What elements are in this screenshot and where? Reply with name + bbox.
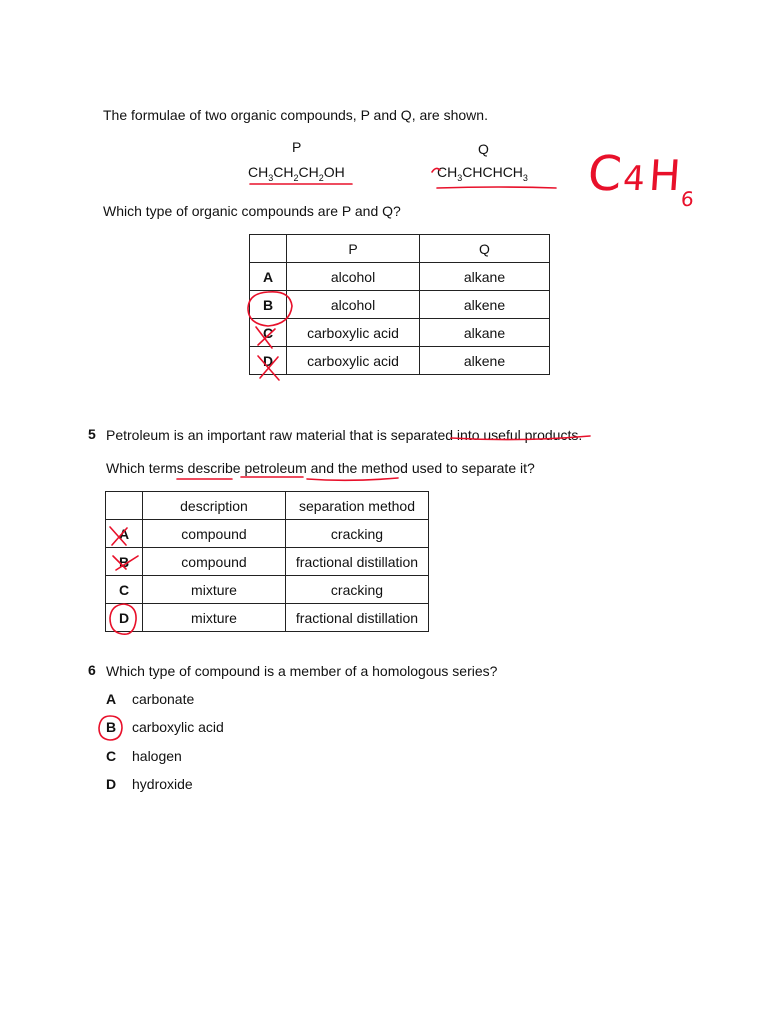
- table-row: [106, 548, 429, 576]
- table-cell: alkane: [420, 319, 550, 347]
- q6-option-b[interactable]: [106, 719, 224, 735]
- option-key[interactable]: D: [106, 604, 143, 632]
- option-key[interactable]: B: [106, 548, 143, 576]
- table-cell: fractional distillation: [286, 604, 429, 632]
- option-key: B: [106, 719, 117, 735]
- q6-option-c[interactable]: [106, 748, 182, 764]
- q5-stem: Petroleum is an important raw material that is separated into useful products.: [106, 427, 583, 443]
- table-header-cell: Q: [420, 235, 550, 263]
- q5-answer-table: [105, 491, 429, 632]
- table-cell: cracking: [286, 576, 429, 604]
- table-row: [106, 520, 429, 548]
- table-cell: compound: [143, 520, 286, 548]
- q5-question: Which terms describe petroleum and the method used to separate it?: [106, 460, 535, 476]
- option-key[interactable]: A: [106, 520, 143, 548]
- q6-option-a[interactable]: [106, 691, 194, 707]
- table-header-row: [106, 492, 429, 520]
- option-text: halogen: [132, 748, 182, 764]
- q4-answer-table: [249, 234, 550, 375]
- table-row: [250, 319, 550, 347]
- table-cell: alkene: [420, 291, 550, 319]
- table-cell: compound: [143, 548, 286, 576]
- table-row: [250, 347, 550, 375]
- table-cell: alkene: [420, 347, 550, 375]
- option-text: carbonate: [132, 691, 195, 707]
- table-cell: carboxylic acid: [287, 319, 420, 347]
- option-key[interactable]: B: [250, 291, 287, 319]
- q6-number: 6: [88, 662, 96, 678]
- option-key[interactable]: C: [250, 319, 287, 347]
- table-cell: carboxylic acid: [287, 347, 420, 375]
- table-cell: alcohol: [287, 263, 420, 291]
- q4-label-q: Q: [478, 141, 489, 157]
- option-key: C: [106, 748, 117, 764]
- option-key[interactable]: A: [250, 263, 287, 291]
- q4-stem: The formulae of two organic compounds, P and Q, are shown.: [103, 107, 488, 123]
- table-cell: fractional distillation: [286, 548, 429, 576]
- option-text: hydroxide: [132, 776, 193, 792]
- option-text: carboxylic acid: [132, 719, 224, 735]
- underline-mark: [307, 478, 398, 480]
- underline-mark: [437, 187, 556, 188]
- q4-label-p: P: [292, 139, 302, 155]
- formula-p: $CH_3CH_2CH_2OH$: [248, 164, 345, 183]
- q5-number: 5: [88, 426, 96, 442]
- option-key: A: [106, 691, 117, 707]
- table-header-cell: separation method: [286, 492, 429, 520]
- q6-option-d[interactable]: [106, 776, 193, 792]
- q6-question: Which type of compound is a member of a homologous series?: [106, 663, 498, 679]
- formula-q: $CH_3CHCHCH_3$: [437, 164, 528, 183]
- option-key: D: [106, 776, 117, 792]
- option-key[interactable]: D: [250, 347, 287, 375]
- table-header-cell: [106, 492, 143, 520]
- table-row: [250, 263, 550, 291]
- table-cell: cracking: [286, 520, 429, 548]
- table-header-cell: [250, 235, 287, 263]
- table-header-cell: description: [143, 492, 286, 520]
- table-cell: mixture: [143, 576, 286, 604]
- table-row: [106, 604, 429, 632]
- table-cell: mixture: [143, 604, 286, 632]
- table-cell: alkane: [420, 263, 550, 291]
- table-header-row: [250, 235, 550, 263]
- q4-question: Which type of organic compounds are P and Q?: [103, 203, 401, 219]
- table-cell: alcohol: [287, 291, 420, 319]
- table-row: [106, 576, 429, 604]
- handwritten-formula: C4H6: [586, 146, 695, 211]
- table-row: [250, 291, 550, 319]
- option-key[interactable]: C: [106, 576, 143, 604]
- table-header-cell: P: [287, 235, 420, 263]
